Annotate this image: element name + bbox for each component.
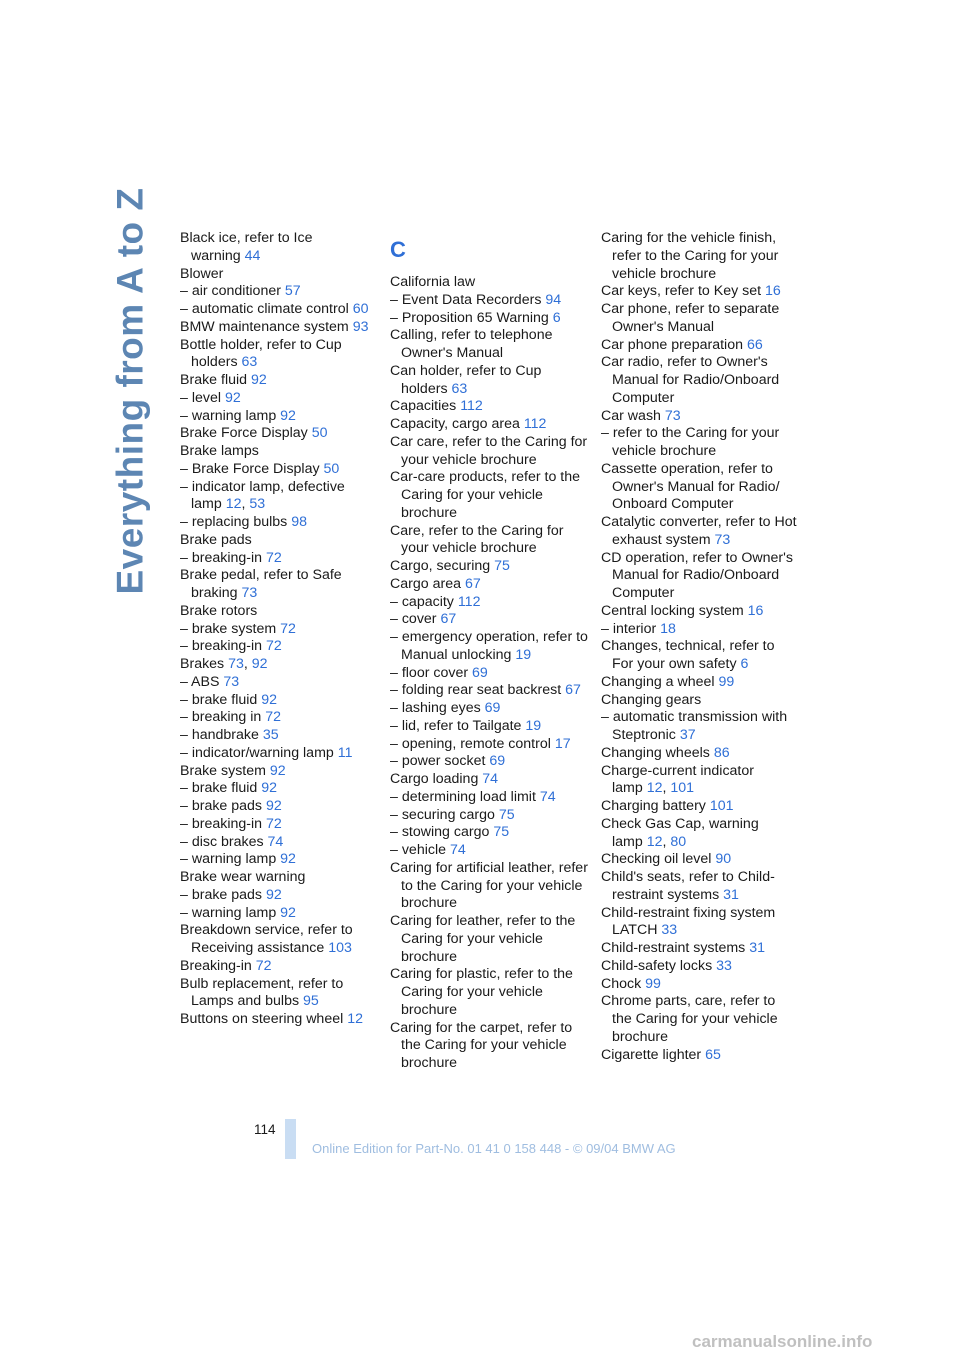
- index-entry: [180, 692, 376, 710]
- index-entry: [390, 700, 588, 718]
- index-entry: [601, 337, 797, 355]
- page-link[interactable]: 67: [464, 575, 481, 592]
- entry-text: – interior: [601, 620, 657, 637]
- index-entry: [390, 824, 588, 842]
- entry-text: – Event Data Recorders: [390, 291, 542, 308]
- page-link[interactable]: 72: [255, 957, 272, 974]
- entry-text: – brake system: [180, 620, 277, 637]
- index-entry: [180, 532, 376, 550]
- page-link[interactable]: 37: [679, 727, 696, 743]
- entry-text: Central locking system: [601, 602, 744, 619]
- index-entry: [180, 603, 376, 621]
- index-entry: [390, 1020, 588, 1073]
- entry-text: – disc brakes: [180, 833, 264, 850]
- page-link[interactable]: 19: [525, 717, 542, 734]
- index-entry: [390, 966, 588, 1019]
- entry-text: Cargo loading: [390, 771, 479, 787]
- index-entry: [601, 283, 797, 301]
- index-entry: [180, 709, 376, 727]
- entry-text: – power socket: [390, 753, 486, 770]
- entry-text: – breaking-in: [180, 638, 263, 655]
- page-link[interactable]: 35: [262, 727, 279, 743]
- page-link[interactable]: 92: [280, 407, 296, 424]
- entry-text: Brakes: [180, 656, 225, 672]
- index-entry: [601, 354, 797, 407]
- page-link[interactable]: 72: [265, 815, 282, 832]
- entry-text: – air conditioner: [180, 283, 281, 300]
- entry-text: CD operation, refer to Owner's Manual for Radio/Onboard Computer: [601, 549, 793, 601]
- index-entry: [180, 621, 376, 639]
- page-link[interactable]: 112: [523, 416, 547, 432]
- index-entry: [180, 1011, 376, 1029]
- entry-text: California law: [390, 274, 476, 290]
- entry-text: – capacity: [390, 593, 454, 610]
- page-link[interactable]: 99: [718, 673, 735, 690]
- index-entry: [390, 913, 588, 966]
- entry-text: Bottle holder, refer to Cup holders: [180, 336, 342, 371]
- entry-text: – lashing eyes: [390, 700, 481, 716]
- entry-text: Child's seats, refer to Child-restraint systems: [601, 869, 775, 903]
- page-link[interactable]: 112: [460, 398, 483, 415]
- index-entry: [180, 372, 376, 390]
- page-link[interactable]: 93: [352, 318, 369, 335]
- page-link[interactable]: 72: [265, 638, 282, 655]
- entry-text: – replacing bulbs: [180, 514, 288, 530]
- index-entry: [180, 905, 376, 923]
- page-number: 114: [254, 1122, 276, 1137]
- entry-text: – level: [180, 389, 222, 406]
- page-link[interactable]: 50: [323, 460, 340, 477]
- index-entry: [601, 674, 797, 692]
- footer-text: Online Edition for Part-No. 01 41 0 158 448 - © 09/04 BMW AG: [312, 1141, 676, 1156]
- entry-text: Brake Force Display: [180, 425, 308, 442]
- entry-text: Black ice, refer to Ice warning: [180, 230, 313, 264]
- page-link[interactable]: 72: [265, 709, 281, 726]
- index-entry: [180, 816, 376, 834]
- page-link[interactable]: 92: [250, 372, 267, 388]
- page-link[interactable]: 69: [489, 753, 506, 770]
- page-link[interactable]: 92: [280, 851, 296, 868]
- index-entry: [180, 638, 376, 656]
- index-entry: [180, 319, 376, 337]
- entry-text: Car keys, refer to Key set: [601, 283, 762, 300]
- index-entry: [180, 283, 376, 301]
- entry-text: Brake pedal, refer to Safe braking: [180, 567, 342, 601]
- entry-text: – handbrake: [180, 727, 259, 743]
- page-link[interactable]: 6: [740, 656, 749, 672]
- index-entry: [180, 425, 376, 443]
- page-link[interactable]: 73: [228, 656, 244, 672]
- page-link[interactable]: 92: [269, 762, 286, 779]
- page-link[interactable]: 57: [284, 283, 301, 300]
- entry-text: Brake system: [180, 762, 266, 779]
- entry-text: Brake lamps: [180, 443, 259, 459]
- index-entry: [601, 550, 797, 603]
- entry-text: – automatic transmission with Steptronic: [601, 709, 788, 743]
- page-link[interactable]: 94: [545, 291, 562, 308]
- index-entry: [601, 514, 797, 550]
- index-entry: [180, 301, 376, 319]
- index-entry: [601, 905, 797, 941]
- page-link[interactable]: 17: [554, 735, 571, 752]
- index-entry: [390, 594, 588, 612]
- entry-text: Charge-current indicator lamp: [601, 762, 754, 797]
- entry-text: Car wash: [601, 407, 661, 424]
- index-entry: [601, 851, 797, 869]
- index-entry: [180, 443, 376, 461]
- entry-text: Caring for leather, refer to the Caring for your vehicle brochure: [390, 913, 576, 965]
- section-letter: C: [390, 237, 406, 262]
- entry-text: Capacity, cargo area: [390, 416, 520, 432]
- entry-text: – Proposition 65 Warning: [390, 309, 549, 326]
- page-link[interactable]: 99: [645, 975, 661, 992]
- page-link[interactable]: 75: [493, 824, 510, 841]
- index-entry: [601, 603, 797, 621]
- index-entry: [180, 869, 376, 887]
- index-entry: [601, 976, 797, 994]
- index-entry: [180, 390, 376, 408]
- index-entry: [180, 887, 376, 905]
- page-link[interactable]: 92: [265, 886, 282, 903]
- page-link[interactable]: 80: [670, 833, 687, 850]
- entry-text: – opening, remote control: [390, 735, 551, 752]
- entry-text: Car care, refer to the Caring for your vehicle brochure: [390, 433, 588, 468]
- entry-text: – floor cover: [390, 664, 469, 681]
- page-link[interactable]: 6: [552, 309, 561, 326]
- entry-text: – Brake Force Display: [180, 460, 320, 477]
- index-entry: [180, 851, 376, 869]
- index-entry: [601, 745, 797, 763]
- entry-text: Car phone preparation: [601, 336, 743, 353]
- index-entry: [390, 523, 588, 559]
- page-link[interactable]: 12: [225, 496, 242, 513]
- watermark: carmanualsonline.info: [692, 1332, 873, 1351]
- index-entry: [180, 763, 376, 781]
- entry-text: Cigarette lighter: [601, 1046, 702, 1063]
- index-column-1: [180, 230, 376, 1029]
- index-entry: [180, 266, 376, 284]
- entry-text: – warning lamp: [180, 851, 277, 868]
- index-entry: [390, 576, 588, 594]
- index-entry: [180, 834, 376, 852]
- index-entry: [601, 940, 797, 958]
- entry-text: Brake pads: [180, 531, 252, 548]
- entry-text: Changing a wheel: [601, 673, 715, 690]
- page-link[interactable]: 74: [482, 771, 499, 787]
- entry-text: Cargo area: [390, 575, 461, 592]
- entry-text: BMW maintenance system: [180, 318, 349, 335]
- index-entry: [601, 1047, 797, 1065]
- index-entry: [601, 621, 797, 639]
- entry-text: Cassette operation, refer to Owner's Manual for Radio/ Onboard Computer: [601, 460, 780, 513]
- index-entry: [180, 745, 376, 763]
- page-link[interactable]: 92: [224, 389, 241, 406]
- index-entry: [601, 408, 797, 426]
- index-entry: Check Gas Cap, warning lamp 12, 80: [601, 815, 759, 850]
- page-link[interactable]: 74: [539, 788, 556, 805]
- index-entry: Brakes 73, 92: [180, 656, 268, 672]
- index-entry: [390, 327, 588, 363]
- side-title-text: Everything from A to Z: [110, 186, 151, 595]
- entry-text: – folding rear seat backrest: [390, 682, 562, 699]
- index-entry: [390, 558, 588, 576]
- entry-text: Child-restraint fixing system LATCH: [601, 904, 776, 939]
- page-link[interactable]: 73: [664, 407, 681, 424]
- index-entry: [390, 718, 588, 736]
- index-entry: [390, 611, 588, 629]
- page-link[interactable]: 31: [749, 940, 766, 956]
- page-link[interactable]: 44: [244, 247, 261, 264]
- entry-text: – breaking-in: [180, 549, 263, 566]
- page-link[interactable]: 67: [440, 611, 457, 628]
- page-link[interactable]: 63: [451, 380, 468, 397]
- entry-text: – warning lamp: [180, 407, 277, 424]
- entry-text: Brake fluid: [180, 372, 248, 388]
- page-link[interactable]: 72: [265, 549, 282, 566]
- entry-text: – lid, refer to Tailgate: [390, 717, 522, 734]
- entry-text: Checking oil level: [601, 851, 712, 868]
- entry-text: Changing wheels: [601, 744, 710, 761]
- page-link[interactable]: 95: [303, 993, 319, 1010]
- index-entry: Charge-current indicator lamp 12, 101: [601, 762, 754, 797]
- index-entry: [390, 416, 588, 434]
- entry-text: Child-restraint systems: [601, 940, 746, 956]
- page-link[interactable]: 101: [709, 798, 734, 814]
- index-entry: [390, 789, 588, 807]
- index-column-2: [390, 230, 588, 1073]
- entry-text: Catalytic converter, refer to Hot exhaust system: [601, 514, 797, 548]
- entry-text: Brake rotors: [180, 602, 258, 619]
- index-entry: [390, 736, 588, 754]
- index-entry: [180, 727, 376, 745]
- index-entry: [601, 638, 797, 674]
- index-entry: [390, 682, 588, 700]
- page-link[interactable]: 75: [498, 806, 515, 823]
- page-link[interactable]: 65: [705, 1046, 721, 1063]
- entry-text: Car phone, refer to separate Owner's Manual: [601, 301, 780, 335]
- entry-text: Can holder, refer to Cup holders: [390, 362, 542, 397]
- page-link[interactable]: 12: [646, 833, 663, 850]
- entry-text: Buttons on steering wheel: [180, 1011, 344, 1027]
- index-entry: – indicator lamp, defective lamp 12, 53: [180, 478, 345, 513]
- index-entry: [390, 398, 588, 416]
- index-entry: [180, 461, 376, 479]
- entry-text: Breakdown service, refer to Receiving assistance: [180, 922, 353, 956]
- index-entry: [601, 692, 797, 710]
- index-entry: [601, 798, 797, 816]
- page-link[interactable]: 60: [352, 301, 369, 317]
- page-link[interactable]: 75: [494, 558, 510, 574]
- entry-text: – indicator/warning lamp: [180, 744, 334, 761]
- page-link[interactable]: 50: [311, 425, 328, 442]
- entry-text: – stowing cargo: [390, 824, 490, 841]
- side-title: [108, 186, 154, 595]
- page-link[interactable]: 73: [241, 585, 258, 601]
- index-entry: [390, 274, 588, 292]
- index-entry: [390, 753, 588, 771]
- index-entry: [601, 869, 797, 905]
- entry-text: Calling, refer to telephone Owner's Manual: [390, 327, 553, 361]
- entry-text: – brake pads: [180, 798, 263, 814]
- entry-text: Caring for artificial leather, refer to the Caring for your vehicle brochure: [390, 859, 588, 912]
- page-link[interactable]: 33: [661, 922, 678, 939]
- entry-text: Care, refer to the Caring for your vehicle brochure: [390, 522, 564, 557]
- index-entry: [180, 408, 376, 426]
- entry-text: – warning lamp: [180, 904, 277, 921]
- page-link[interactable]: 16: [765, 283, 781, 300]
- entry-text: – brake fluid: [180, 691, 258, 708]
- entry-text: – securing cargo: [390, 806, 495, 823]
- page-link[interactable]: 69: [484, 700, 501, 716]
- page-link[interactable]: 92: [251, 656, 268, 672]
- index-entry: [390, 860, 588, 913]
- entry-text: Changing gears: [601, 691, 702, 708]
- page-link[interactable]: 33: [716, 957, 732, 974]
- entry-text: Caring for the vehicle finish, refer to the Caring for your vehicle brochure: [601, 230, 779, 282]
- entry-text: Capacities: [390, 398, 457, 415]
- entry-text: Blower: [180, 265, 224, 282]
- entry-text: Child-safety locks: [601, 957, 713, 974]
- index-entry: [180, 976, 376, 1012]
- page-link[interactable]: 12: [347, 1011, 363, 1027]
- index-entry: [180, 514, 376, 532]
- index-entry: [180, 958, 376, 976]
- entry-text: Breaking-in: [180, 957, 252, 974]
- index-entry: [180, 337, 376, 373]
- page-link[interactable]: 73: [223, 673, 240, 690]
- index-entry: [180, 922, 376, 958]
- index-entry: [390, 292, 588, 310]
- entry-text: – vehicle: [390, 842, 446, 858]
- page-link[interactable]: 74: [449, 842, 466, 858]
- page-link[interactable]: 92: [261, 691, 278, 708]
- index-entry: [601, 958, 797, 976]
- index-entry: [180, 550, 376, 568]
- page-link[interactable]: 90: [715, 851, 732, 868]
- page-link[interactable]: 73: [714, 531, 731, 548]
- index-entry: [390, 842, 588, 860]
- index-entry: [390, 771, 588, 789]
- index-entry: [390, 434, 588, 470]
- page-link[interactable]: 103: [328, 940, 352, 956]
- entry-text: – brake pads: [180, 886, 263, 903]
- page-link[interactable]: 16: [747, 602, 764, 619]
- page-link[interactable]: 72: [280, 620, 296, 637]
- page-link[interactable]: 12: [646, 780, 663, 797]
- index-column-3: [601, 230, 797, 1064]
- index-entry: [601, 230, 797, 283]
- page-link[interactable]: 18: [660, 620, 676, 637]
- page-link[interactable]: 92: [261, 780, 278, 797]
- page-link[interactable]: 112: [457, 593, 481, 610]
- entry-text: Changes, technical, refer to For your own safety: [601, 638, 775, 672]
- entry-text: – emergency operation, refer to Manual unlocking: [390, 629, 588, 663]
- page-link[interactable]: 101: [670, 780, 695, 797]
- entry-text: – indicator lamp, defective lamp: [180, 478, 345, 513]
- index-entry: [390, 363, 588, 399]
- index-entry: [601, 425, 797, 461]
- entry-text: – breaking-in: [180, 815, 263, 832]
- entry-text: Caring for the carpet, refer to the Caring for your vehicle brochure: [390, 1019, 573, 1071]
- entry-text: Chrome parts, care, refer to the Caring for your vehicle brochure: [601, 993, 778, 1045]
- index-entry: [180, 567, 376, 603]
- entry-text: – refer to the Caring for your vehicle brochure: [601, 425, 780, 459]
- index-entry: [180, 798, 376, 816]
- page-link[interactable]: 67: [565, 682, 581, 699]
- entry-text: – breaking in: [180, 709, 262, 726]
- index-entry: [390, 469, 588, 522]
- index-entry: [180, 674, 376, 692]
- index-entry: [390, 665, 588, 683]
- page-link[interactable]: 74: [267, 833, 284, 850]
- page-link[interactable]: 11: [337, 744, 353, 761]
- index-entry: [601, 993, 797, 1046]
- entry-text: Bulb replacement, refer to Lamps and bulbs: [180, 975, 344, 1010]
- entry-text: Check Gas Cap, warning lamp: [601, 815, 759, 850]
- index-entry: [601, 709, 797, 745]
- entry-text: – cover: [390, 611, 437, 628]
- footer-bar: [285, 1119, 296, 1159]
- page-link[interactable]: 69: [472, 664, 488, 681]
- page-link[interactable]: 66: [746, 336, 763, 353]
- entry-text: Car radio, refer to Owner's Manual for Radio/Onboard Computer: [601, 354, 780, 406]
- entry-text: Chock: [601, 975, 642, 992]
- index-entry: [601, 461, 797, 514]
- entry-text: – determining load limit: [390, 788, 536, 805]
- entry-text: – ABS: [180, 673, 220, 690]
- page-link[interactable]: 63: [241, 354, 258, 371]
- entry-text: – automatic climate control: [180, 301, 349, 317]
- entry-text: Brake wear warning: [180, 869, 306, 885]
- page-link[interactable]: 92: [265, 798, 282, 814]
- index-entry: [180, 230, 376, 266]
- entry-text: Caring for plastic, refer to the Caring for your vehicle brochure: [390, 966, 573, 1018]
- page-link[interactable]: 53: [249, 496, 266, 513]
- index-entry: [180, 780, 376, 798]
- index-entry: [601, 301, 797, 337]
- entry-text: Car-care products, refer to the Caring for your vehicle brochure: [390, 469, 581, 521]
- entry-text: – brake fluid: [180, 780, 258, 797]
- index-entry: [390, 310, 588, 328]
- index-entry: [390, 807, 588, 825]
- entry-text: Cargo, securing: [390, 558, 491, 574]
- page-link[interactable]: 92: [280, 904, 296, 921]
- entry-text: Charging battery: [601, 798, 706, 814]
- page-link[interactable]: 86: [713, 744, 730, 761]
- page-link[interactable]: 98: [291, 514, 307, 530]
- page-link[interactable]: 19: [515, 646, 532, 663]
- page-link[interactable]: 31: [723, 886, 739, 903]
- index-entry: [390, 629, 588, 665]
